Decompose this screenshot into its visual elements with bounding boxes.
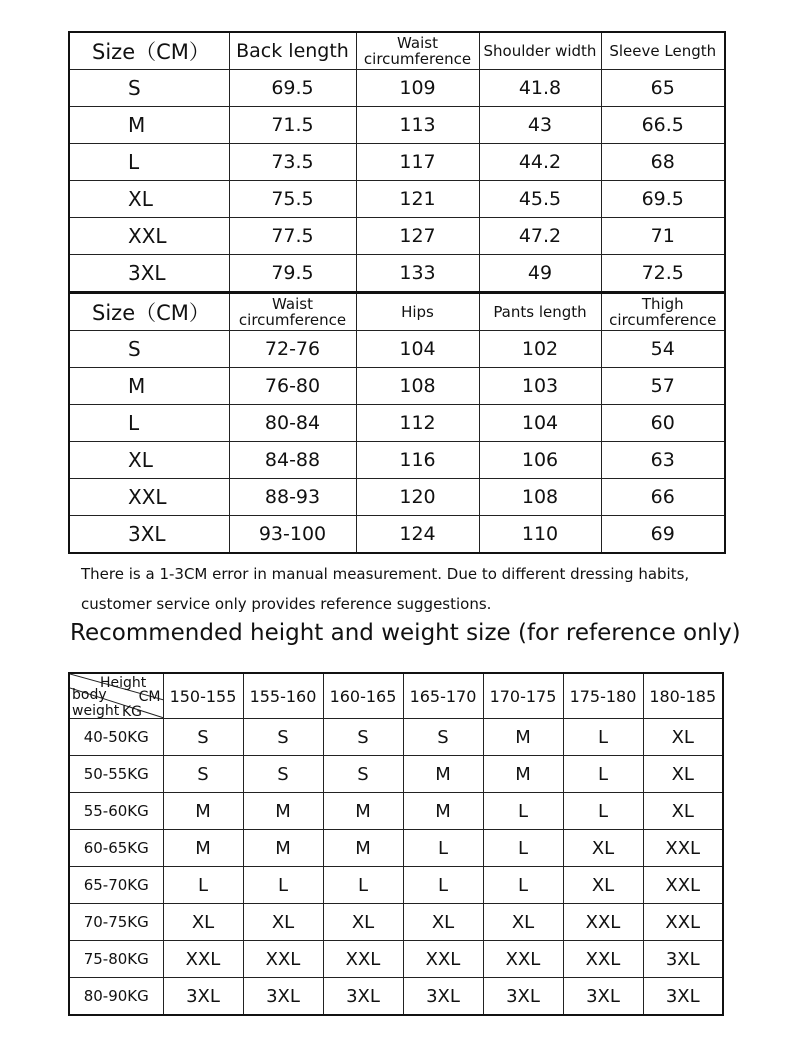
table-row <box>69 793 723 830</box>
recommended-size-cell: XXL <box>643 904 723 941</box>
size-cell: S <box>69 70 229 107</box>
recommended-size-cell: XXL <box>643 867 723 904</box>
recommended-size-cell: XL <box>403 904 483 941</box>
thigh-header-line2: circumference <box>609 311 717 329</box>
thigh-header-line1: Thigh <box>641 295 684 313</box>
recommended-size-cell: S <box>323 719 403 756</box>
waist-cell: 117 <box>356 144 479 181</box>
table-row <box>69 904 723 941</box>
recommended-size-cell: S <box>323 756 403 793</box>
sleeve-cell: 68 <box>601 144 725 181</box>
recommended-size-cell: XL <box>643 756 723 793</box>
recommended-size-cell: M <box>403 756 483 793</box>
pants-waist-header-line1: Waist <box>272 295 313 313</box>
shoulder-cell: 44.2 <box>479 144 601 181</box>
sleeve-cell: 72.5 <box>601 255 725 293</box>
height-range-header: 170-175 <box>483 673 563 719</box>
waist-circumference-header <box>356 32 479 70</box>
hips-header: Hips <box>356 293 479 331</box>
sleeve-length-header: Sleeve Length <box>601 32 725 70</box>
size-cell: XL <box>69 181 229 218</box>
height-range-header: 160-165 <box>323 673 403 719</box>
table-row <box>69 368 725 405</box>
recommended-size-cell: S <box>163 756 243 793</box>
recommended-size-cell: S <box>403 719 483 756</box>
table-row <box>69 516 725 554</box>
recommended-size-cell: XXL <box>643 830 723 867</box>
recommended-size-cell: L <box>323 867 403 904</box>
back-length-cell: 77.5 <box>229 218 356 255</box>
recommended-size-cell: M <box>163 793 243 830</box>
waist-cell: 88-93 <box>229 479 356 516</box>
recommended-size-cell: L <box>403 830 483 867</box>
waist-cell: 72-76 <box>229 331 356 368</box>
pants-length-cell: 108 <box>479 479 601 516</box>
recommended-size-cell: XL <box>563 867 643 904</box>
hips-cell: 104 <box>356 331 479 368</box>
shoulder-cell: 45.5 <box>479 181 601 218</box>
table-row <box>69 756 723 793</box>
waist-cell: 80-84 <box>229 405 356 442</box>
pants-length-cell: 110 <box>479 516 601 554</box>
hips-cell: 116 <box>356 442 479 479</box>
recommended-size-cell: M <box>483 719 563 756</box>
height-range-header: 155-160 <box>243 673 323 719</box>
size-chart-table <box>68 31 726 554</box>
recommended-size-cell: M <box>243 830 323 867</box>
shoulder-cell: 41.8 <box>479 70 601 107</box>
recommended-size-cell: XL <box>323 904 403 941</box>
table-row <box>69 255 725 293</box>
table-row <box>69 405 725 442</box>
back-length-cell: 73.5 <box>229 144 356 181</box>
back-length-cell: 71.5 <box>229 107 356 144</box>
recommended-size-cell: XXL <box>483 941 563 978</box>
sleeve-cell: 71 <box>601 218 725 255</box>
thigh-cell: 63 <box>601 442 725 479</box>
note-line-1: There is a 1-3CM error in manual measurement. Due to different dressing habits, <box>81 565 690 583</box>
height-weight-table <box>68 672 724 1016</box>
recommended-size-cell: L <box>163 867 243 904</box>
recommended-size-cell: L <box>483 830 563 867</box>
waist-cell: 93-100 <box>229 516 356 554</box>
recommendation-title: Recommended height and weight size (for reference only) <box>70 620 741 646</box>
clothing-size-header: Size（CM） <box>69 32 229 70</box>
recommended-size-cell: XL <box>643 793 723 830</box>
table-row <box>69 719 723 756</box>
sleeve-cell: 66.5 <box>601 107 725 144</box>
waist-cell: 113 <box>356 107 479 144</box>
table-row <box>69 941 723 978</box>
table-row <box>69 830 723 867</box>
hips-cell: 112 <box>356 405 479 442</box>
recommended-size-cell: 3XL <box>163 978 243 1016</box>
back-length-cell: 79.5 <box>229 255 356 293</box>
table-row <box>69 144 725 181</box>
table-row <box>69 442 725 479</box>
recommended-size-cell: XXL <box>243 941 323 978</box>
thigh-cell: 60 <box>601 405 725 442</box>
size-cell: XXL <box>69 479 229 516</box>
corner-height-label: Height <box>100 675 147 691</box>
recommended-size-cell: 3XL <box>483 978 563 1016</box>
height-range-header: 150-155 <box>163 673 243 719</box>
waist-header-line1: Waist <box>397 34 438 52</box>
size-cell: M <box>69 368 229 405</box>
height-range-header: 175-180 <box>563 673 643 719</box>
table-row <box>69 181 725 218</box>
weight-range-cell: 55-60KG <box>69 793 163 830</box>
waist-cell: 109 <box>356 70 479 107</box>
recommended-size-cell: XXL <box>323 941 403 978</box>
recommended-size-cell: L <box>403 867 483 904</box>
recommended-size-cell: XXL <box>163 941 243 978</box>
recommended-size-cell: 3XL <box>323 978 403 1016</box>
height-header-row <box>69 673 723 719</box>
recommended-size-cell: XL <box>483 904 563 941</box>
recommended-size-cell: XL <box>163 904 243 941</box>
weight-range-cell: 75-80KG <box>69 941 163 978</box>
pants-size-header: Size（CM） <box>69 293 229 331</box>
weight-range-cell: 65-70KG <box>69 867 163 904</box>
corner-cell <box>69 673 163 719</box>
size-cell: XXL <box>69 218 229 255</box>
size-cell: S <box>69 331 229 368</box>
recommended-size-cell: S <box>243 719 323 756</box>
corner-body-label: body <box>72 687 107 703</box>
recommended-size-cell: L <box>243 867 323 904</box>
back-length-cell: 69.5 <box>229 70 356 107</box>
hips-cell: 108 <box>356 368 479 405</box>
hips-cell: 124 <box>356 516 479 554</box>
recommended-size-cell: M <box>323 830 403 867</box>
shoulder-cell: 47.2 <box>479 218 601 255</box>
thigh-cell: 57 <box>601 368 725 405</box>
thigh-circumference-header <box>601 293 725 331</box>
height-range-header: 165-170 <box>403 673 483 719</box>
size-cell: M <box>69 107 229 144</box>
pants-length-cell: 102 <box>479 331 601 368</box>
corner-kg-label: KG <box>122 704 143 718</box>
recommended-size-cell: XL <box>563 830 643 867</box>
table-row <box>69 70 725 107</box>
waist-cell: 84-88 <box>229 442 356 479</box>
thigh-cell: 54 <box>601 331 725 368</box>
pants-waist-header <box>229 293 356 331</box>
recommended-size-cell: L <box>483 793 563 830</box>
pants-length-cell: 104 <box>479 405 601 442</box>
sleeve-cell: 65 <box>601 70 725 107</box>
size-cell: L <box>69 405 229 442</box>
recommended-size-cell: 3XL <box>643 978 723 1016</box>
table-row <box>69 479 725 516</box>
recommended-size-cell: M <box>243 793 323 830</box>
sleeve-cell: 69.5 <box>601 181 725 218</box>
recommended-size-cell: XXL <box>563 904 643 941</box>
table-row <box>69 978 723 1016</box>
shoulder-cell: 43 <box>479 107 601 144</box>
recommended-size-cell: L <box>563 793 643 830</box>
shoulder-cell: 49 <box>479 255 601 293</box>
weight-range-cell: 50-55KG <box>69 756 163 793</box>
recommended-size-cell: M <box>323 793 403 830</box>
recommended-size-cell: M <box>403 793 483 830</box>
weight-range-cell: 70-75KG <box>69 904 163 941</box>
weight-range-cell: 40-50KG <box>69 719 163 756</box>
recommended-size-cell: XL <box>643 719 723 756</box>
corner-weight-label: weight <box>72 703 120 718</box>
size-cell: 3XL <box>69 516 229 554</box>
height-range-header: 180-185 <box>643 673 723 719</box>
weight-range-cell: 60-65KG <box>69 830 163 867</box>
recommended-size-cell: 3XL <box>243 978 323 1016</box>
waist-cell: 121 <box>356 181 479 218</box>
recommended-size-cell: M <box>483 756 563 793</box>
recommended-size-cell: L <box>563 756 643 793</box>
size-cell: 3XL <box>69 255 229 293</box>
pants-length-cell: 106 <box>479 442 601 479</box>
thigh-cell: 66 <box>601 479 725 516</box>
table-row <box>69 218 725 255</box>
shoulder-width-header: Shoulder width <box>479 32 601 70</box>
size-cell: XL <box>69 442 229 479</box>
back-length-header: Back length <box>229 32 356 70</box>
recommended-size-cell: L <box>563 719 643 756</box>
measurement-note <box>81 559 689 619</box>
pants-waist-header-line2: circumference <box>238 311 347 329</box>
table-row <box>69 331 725 368</box>
recommended-size-cell: L <box>483 867 563 904</box>
recommended-size-cell: XL <box>243 904 323 941</box>
clothing-header-row <box>69 32 725 70</box>
recommended-size-cell: S <box>163 719 243 756</box>
recommended-size-cell: 3XL <box>403 978 483 1016</box>
waist-cell: 133 <box>356 255 479 293</box>
waist-cell: 76-80 <box>229 368 356 405</box>
thigh-cell: 69 <box>601 516 725 554</box>
recommended-size-cell: 3XL <box>563 978 643 1016</box>
size-cell: L <box>69 144 229 181</box>
weight-range-cell: 80-90KG <box>69 978 163 1016</box>
recommended-size-cell: M <box>163 830 243 867</box>
recommended-size-cell: 3XL <box>643 941 723 978</box>
hips-cell: 120 <box>356 479 479 516</box>
pants-header-row <box>69 293 725 331</box>
corner-cm-label: CM <box>138 689 161 705</box>
recommended-size-cell: S <box>243 756 323 793</box>
pants-length-cell: 103 <box>479 368 601 405</box>
pants-length-header: Pants length <box>479 293 601 331</box>
recommended-size-cell: XXL <box>403 941 483 978</box>
recommended-size-cell: XXL <box>563 941 643 978</box>
table-row <box>69 867 723 904</box>
waist-cell: 127 <box>356 218 479 255</box>
table-row <box>69 107 725 144</box>
note-line-2: customer service only provides reference suggestions. <box>81 595 492 613</box>
back-length-cell: 75.5 <box>229 181 356 218</box>
waist-header-line2: circumference <box>363 50 472 68</box>
